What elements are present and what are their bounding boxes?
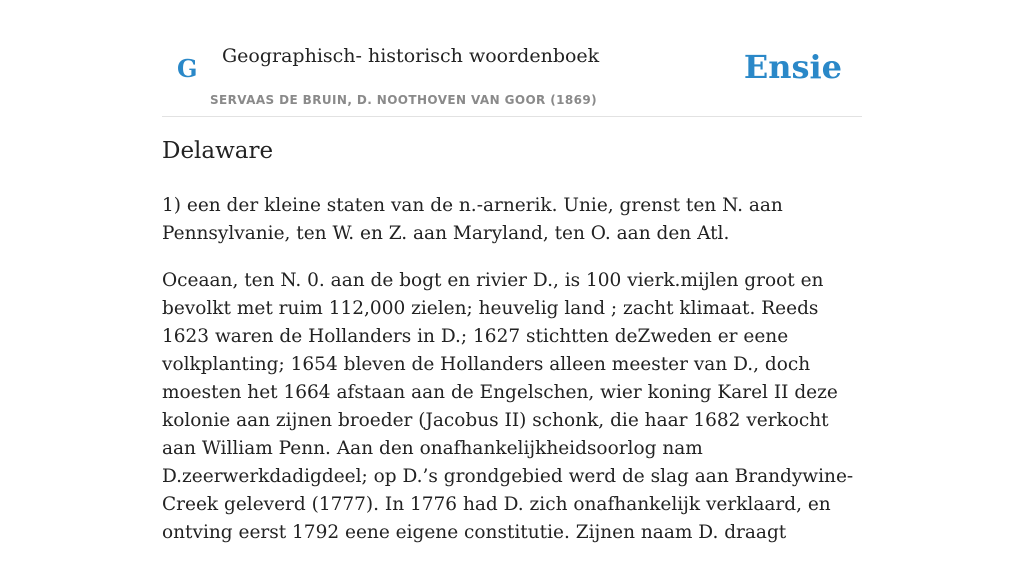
entry-content xyxy=(162,192,862,566)
entry-paragraph: Oceaan, ten N. 0. aan de bogt en rivier D., is 100 vierk.mijlen groot en bevolkt met ruim 112,000 zielen; heuvelig land ; zacht klimaat. Reeds 1623 waren de Hollanders in D.; 1627 stichtten deZweden er eene volkplanting; 1654 bleven de Hollanders alleen meester van D., doch moesten het 1664 afstaan aan de Engelschen, wier koning Karel II deze kolonie aan zijnen broeder (Jacobus II) schonk, die haar 1682 verkocht aan William Penn. Aan den onafhankelijkheidsoorlog nam D.zeerwerkdadigdeel; op D.’s grondgebied werd de slag aan Brandywine-Creek geleverd (1777). In 1776 had D. zich onafhankelijk verklaard, en ontving eerst 1792 eene eigene constitutie. Zijnen naam D. draagt xyxy=(162,270,854,543)
book-title[interactable]: Geographisch- historisch woordenboek xyxy=(222,45,600,67)
entry-title: Delaware xyxy=(162,138,274,164)
entry-paragraph: 1) een der kleine staten van de n.-arnerik. Unie, grenst ten N. aan Pennsylvanie, ten W. en Z. aan Maryland, ten O. aan den Atl. xyxy=(162,195,783,244)
ensie-logo-link[interactable]: Ensie xyxy=(743,48,842,86)
book-author: SERVAAS DE BRUIN, D. NOOTHOVEN VAN GOOR (1869) xyxy=(210,93,598,107)
book-logo[interactable]: G xyxy=(177,54,198,83)
header xyxy=(162,0,862,117)
